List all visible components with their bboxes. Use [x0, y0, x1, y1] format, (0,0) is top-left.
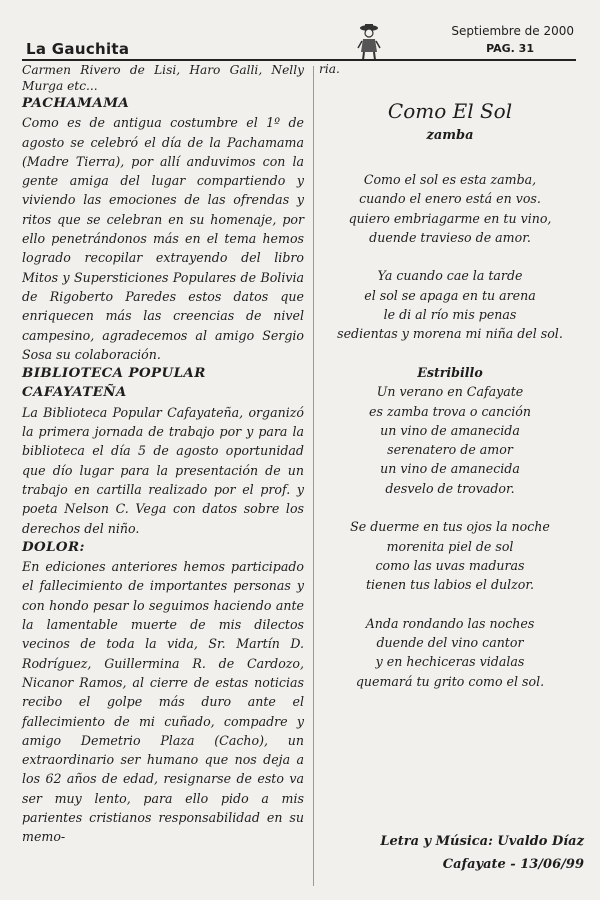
continuation-text: ria. — [319, 62, 340, 76]
verse-line: un vino de amanecida — [380, 422, 520, 438]
verse-line: es zamba trova o canción — [369, 403, 531, 419]
publication-name: La Gauchita — [26, 40, 130, 58]
verse-line: desvelo de trovador. — [385, 480, 515, 496]
verse-line: Como el sol es esta zamba, — [363, 172, 537, 187]
verse-line: quemará tu grito como el sol. — [355, 673, 545, 689]
gaucho-mascot-icon — [356, 22, 382, 62]
section-body-dolor: En ediciones anteriores hemos participado el fallecimiento de importantes personas y con hondo pesar lo seguimos haciendo ante la lamentable muerte de mis dilectos vecinos de toda la vida, Sr. Martín D. Rodríguez, Guillermina R. de Cardozo, Nicanor Ramos, al cierre de estas noticias recibo el golpe más duro ante el fallecimiento de mi cuñado, compadre y amigo Demetrio Plaza (Cacho), un extraordinario ser humano que nos deja a los 62 años de edad, resignarse de esto va ser muy lento, para ello pido a mis parientes cristianos responsabilidad en su memo- — [22, 559, 304, 845]
verse-line: un vino de amanecida — [380, 461, 520, 477]
verse-line: duende del vino cantor — [376, 635, 524, 651]
left-column — [22, 62, 304, 847]
stanza-4 — [318, 614, 582, 691]
verse-line: morenita piel de sol — [386, 538, 514, 554]
section-heading-dolor: DOLOR: — [22, 538, 85, 555]
verse-line: Un verano en Cafayate — [376, 384, 524, 400]
section-heading-pachamama: PACHAMAMA — [22, 95, 130, 111]
song-title: Como El Sol — [387, 99, 513, 123]
verse-line: como las uvas maduras — [375, 557, 525, 573]
section-heading-biblioteca: BIBLIOTECA POPULAR CAFAYATEÑA — [22, 365, 206, 401]
credits-author: Letra y Música: Uvaldo Díaz — [380, 834, 584, 849]
stanza-1 — [318, 170, 582, 247]
refrain — [318, 363, 582, 498]
column-divider — [313, 66, 314, 886]
verse-line: duende travieso de amor. — [369, 229, 531, 245]
stanza-3 — [318, 517, 582, 594]
section-body-pachamama: Como es de antigua costumbre el 1º de agosto se celebró el día de la Pachamama (Madre Tierra), por allí anduvimos con la gente amiga del lugar compartiendo y viviendo las emociones de las ofrendas y ritos que se celebran en su homenaje, por ello penetrándonos más en el tema hemos logrado recopilar extrayendo del libro Mitos y Supersticiones Populares de Bolivia de Rigoberto Paredes estos datos que enriquecen más las creencias de nivel campesino, agradecemos al amigo Sergio Sosa su colaboración. — [22, 115, 304, 362]
right-column — [318, 98, 582, 710]
refrain-title: Estribillo — [417, 364, 483, 380]
intro-text: Carmen Rivero de Lisi, Haro Galli, Nelly Murga etc... — [22, 63, 304, 93]
verse-line: cuando el enero está en vos. — [359, 191, 541, 207]
stanza-2 — [318, 266, 582, 343]
header-rule — [22, 59, 576, 61]
verse-line: el sol se apaga en tu arena — [364, 287, 536, 303]
verse-line: Ya cuando cae la tarde — [377, 268, 523, 284]
credits-place-date: Cafayate - 13/06/99 — [442, 857, 584, 872]
verse-line: sedientas y morena mi niña del sol. — [337, 326, 563, 342]
song-credits — [320, 830, 584, 876]
issue-date: Septiembre de 2000 — [451, 24, 574, 38]
verse-line: quiero embriagarme en tu vino, — [348, 210, 552, 226]
verse-line: le di al río mis penas — [383, 307, 517, 323]
song-genre: zamba — [426, 128, 474, 143]
verse-line: tienen tus labios el dulzor. — [365, 577, 535, 593]
verse-line: serenatero de amor — [387, 442, 513, 458]
section-body-biblioteca: La Biblioteca Popular Cafayateña, organizó la primera jornada de trabajo por y para la biblioteca el día 5 de agosto oportunidad que dío lugar para la presentación de un trabajo en cartilla realizado por el prof. y poeta Nelson C. Vega con datos sobre los derechos del niño. — [22, 404, 304, 536]
verse-line: Se duerme en tus ojos la noche — [350, 519, 550, 535]
verse-line: y en hechiceras vidalas — [375, 654, 525, 670]
page-number: PAG. 31 — [486, 42, 534, 55]
verse-line: Anda rondando las noches — [365, 615, 535, 631]
